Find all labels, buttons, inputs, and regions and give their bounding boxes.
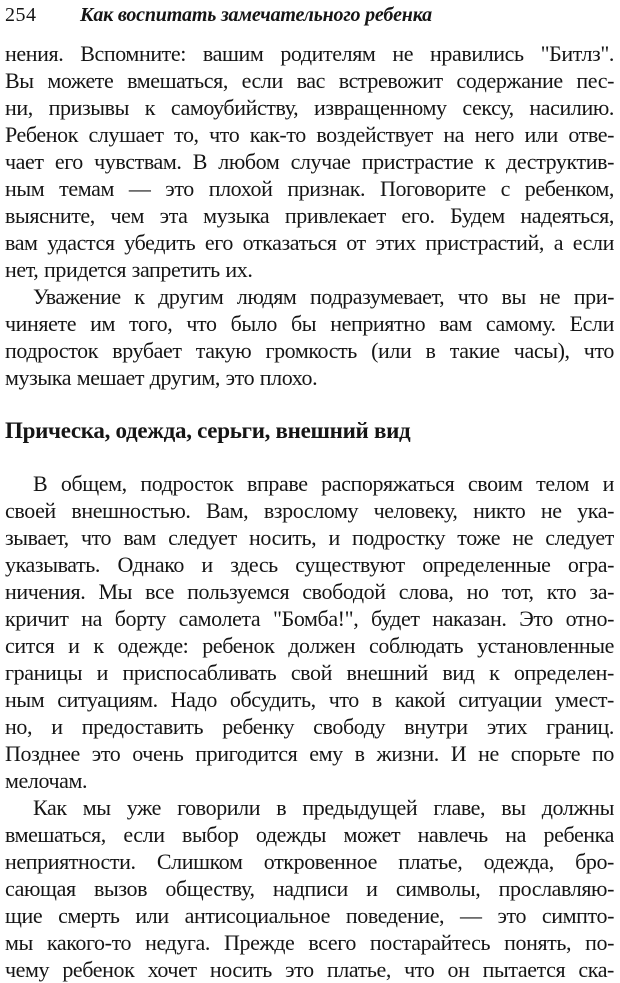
text-line: Ребенок слушает то, что как-то воздействует на него или отве-	[5, 122, 614, 147]
text-line: ным ситуациям. Надо обсудить, что в какой ситуации умест-	[5, 687, 614, 712]
paragraph-4	[5, 794, 614, 983]
paragraph-3	[5, 470, 614, 794]
paragraph-2	[5, 283, 614, 391]
text-line: подросток врубает такую громкость (или в такие часы), что	[5, 338, 614, 363]
text-line: ничения. Мы все пользуемся свободой слова, но тот, кто за-	[5, 579, 614, 604]
text-line: нения. Вспомните: вашим родителям не нравились "Битлз".	[5, 41, 614, 66]
text-line: Как мы уже говорили в предыдущей главе, вы должны	[33, 795, 614, 820]
text-line: ным темам — это плохой признак. Поговорите с ребенком,	[5, 176, 614, 201]
text-line: сится и к одежде: ребенок должен соблюдать установленные	[5, 633, 614, 658]
text-line: Уважение к другим людям подразумевает, что вы не при-	[33, 284, 614, 309]
text-line: своей внешностью. Вам, взрослому человеку, никто не ука-	[5, 498, 614, 523]
page-number: 254	[5, 4, 37, 26]
text-line: вмешаться, если выбор одежды может навлечь на ребенка	[5, 822, 614, 847]
text-line: сающая вызов обществу, надписи и символы, прославляю-	[5, 876, 614, 901]
text-line: неприятности. Слишком откровенное платье, одежда, бро-	[5, 849, 614, 874]
running-title: Как воспитать замечательного ребенка	[80, 4, 432, 26]
text-line: нет, придется запретить их.	[5, 257, 253, 282]
text-line: музыка мешает другим, это плохо.	[5, 365, 318, 390]
text-line: кричит на борту самолета "Бомба!", будет наказан. Это отно-	[5, 606, 614, 631]
text-line: чиняете им того, что было бы неприятно вам самому. Если	[5, 311, 614, 336]
paragraph-1	[5, 40, 614, 283]
text-line: чему ребенок хочет носить это платье, что он пытается ска-	[5, 957, 614, 982]
page-header	[5, 3, 614, 27]
text-line: Вы можете вмешаться, если вас встревожит содержание пес-	[5, 68, 614, 93]
text-line: зывает, что вам следует носить, и подростку тоже не следует	[5, 525, 614, 550]
text-line: ни, призывы к самоубийству, извращенному сексу, насилию.	[5, 95, 614, 120]
text-line: мелочам.	[5, 768, 88, 793]
text-line: выясните, чем эта музыка привлекает его. Будем надеяться,	[5, 203, 614, 228]
text-line: но, и предоставить ребенку свободу внутри этих границ.	[5, 714, 614, 739]
text-line: Позднее это очень пригодится ему в жизни. И не спорьте по	[5, 741, 614, 766]
text-line: вам удастся убедить его отказаться от этих пристрастий, а если	[5, 230, 614, 255]
text-line: чает его чувствам. В любом случае пристрастие к деструктив-	[5, 149, 614, 174]
text-line: указывать. Однако и здесь существуют определенные огра-	[5, 552, 614, 577]
text-line: В общем, подросток вправе распоряжаться своим телом и	[33, 471, 614, 496]
text-line: щие смерть или антисоциальное поведение, — это симпто-	[5, 903, 614, 928]
text-line: мы какого-то недуга. Прежде всего постарайтесь понять, по-	[5, 930, 614, 955]
section-heading: Прическа, одежда, серьги, внешний вид	[5, 418, 411, 443]
text-line: границы и приспосабливать свой внешний вид к определен-	[5, 660, 614, 685]
